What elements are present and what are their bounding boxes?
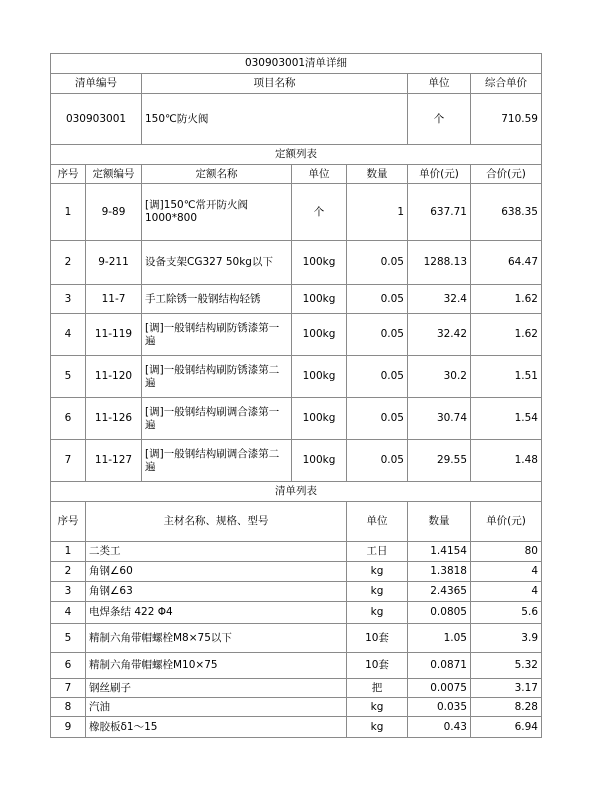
material-no: 5 (51, 624, 86, 653)
material-unit: 把 (347, 679, 408, 698)
item-name: 150℃防火阀 (142, 94, 408, 145)
quota-total: 1.48 (471, 440, 542, 482)
quota-unit: 100kg (292, 285, 347, 314)
col-header-price: 综合单价 (471, 74, 542, 94)
material-name: 精制六角带帽螺栓M8×75以下 (86, 624, 347, 653)
quota-row (51, 285, 542, 314)
quota-section-title: 定额列表 (51, 145, 542, 165)
quota-unit: 100kg (292, 440, 347, 482)
material-row (51, 582, 542, 602)
quota-price: 29.55 (408, 440, 471, 482)
quota-name: 设备支架CG327 50kg以下 (142, 241, 292, 285)
material-price: 8.28 (471, 698, 542, 717)
quota-total: 638.35 (471, 184, 542, 241)
quota-price: 1288.13 (408, 241, 471, 285)
material-price: 5.32 (471, 653, 542, 679)
quota-unit: 100kg (292, 314, 347, 356)
quota-price: 637.71 (408, 184, 471, 241)
material-unit: kg (347, 717, 408, 738)
quota-code: 9-211 (86, 241, 142, 285)
material-price: 3.9 (471, 624, 542, 653)
material-no: 3 (51, 582, 86, 602)
quota-unit: 100kg (292, 398, 347, 440)
materials-header-price: 单价(元) (471, 502, 542, 542)
material-no: 7 (51, 679, 86, 698)
material-unit: kg (347, 562, 408, 582)
detail-table (50, 144, 542, 738)
material-qty: 2.4365 (408, 582, 471, 602)
quota-unit: 100kg (292, 356, 347, 398)
material-row (51, 679, 542, 698)
col-header-unit: 单位 (408, 74, 471, 94)
material-unit: kg (347, 582, 408, 602)
item-unit: 个 (408, 94, 471, 145)
materials-header-no: 序号 (51, 502, 86, 542)
material-price: 6.94 (471, 717, 542, 738)
material-unit: 10套 (347, 624, 408, 653)
quota-unit: 100kg (292, 241, 347, 285)
quota-total: 1.62 (471, 314, 542, 356)
quota-name: [调]一般钢结构刷防锈漆第二遍 (142, 356, 292, 398)
quota-total: 1.62 (471, 285, 542, 314)
quota-qty: 0.05 (347, 398, 408, 440)
material-price: 80 (471, 542, 542, 562)
quota-total: 1.51 (471, 356, 542, 398)
material-qty: 1.3818 (408, 562, 471, 582)
quota-qty: 0.05 (347, 440, 408, 482)
quota-no: 2 (51, 241, 86, 285)
item-code: 030903001 (51, 94, 142, 145)
material-qty: 0.0805 (408, 602, 471, 624)
material-no: 2 (51, 562, 86, 582)
material-row (51, 698, 542, 717)
quota-no: 6 (51, 398, 86, 440)
material-row (51, 717, 542, 738)
material-no: 8 (51, 698, 86, 717)
material-qty: 0.0075 (408, 679, 471, 698)
page-title: 030903001清单详细 (51, 54, 542, 74)
material-unit: 10套 (347, 653, 408, 679)
material-name: 汽油 (86, 698, 347, 717)
quota-row (51, 314, 542, 356)
quota-header-total: 合价(元) (471, 165, 542, 184)
quota-price: 30.74 (408, 398, 471, 440)
material-no: 1 (51, 542, 86, 562)
quota-price: 32.42 (408, 314, 471, 356)
quota-no: 3 (51, 285, 86, 314)
quota-qty: 0.05 (347, 241, 408, 285)
col-header-name: 项目名称 (142, 74, 408, 94)
quota-price: 32.4 (408, 285, 471, 314)
material-price: 5.6 (471, 602, 542, 624)
material-unit: kg (347, 698, 408, 717)
materials-header-qty: 数量 (408, 502, 471, 542)
materials-section-title: 清单列表 (51, 482, 542, 502)
item-price: 710.59 (471, 94, 542, 145)
quota-no: 4 (51, 314, 86, 356)
materials-header-row (51, 502, 542, 542)
quota-row (51, 241, 542, 285)
quota-code: 9-89 (86, 184, 142, 241)
quota-name: 手工除锈一般钢结构轻锈 (142, 285, 292, 314)
quota-header-no: 序号 (51, 165, 86, 184)
material-no: 4 (51, 602, 86, 624)
material-unit: 工日 (347, 542, 408, 562)
quota-code: 11-119 (86, 314, 142, 356)
quota-code: 11-7 (86, 285, 142, 314)
quota-qty: 0.05 (347, 356, 408, 398)
quota-code: 11-126 (86, 398, 142, 440)
material-qty: 0.0871 (408, 653, 471, 679)
quota-no: 7 (51, 440, 86, 482)
material-name: 钢丝刷子 (86, 679, 347, 698)
materials-header-unit: 单位 (347, 502, 408, 542)
material-price: 3.17 (471, 679, 542, 698)
material-row (51, 542, 542, 562)
quota-header-price: 单价(元) (408, 165, 471, 184)
material-name: 电焊条结 422 Φ4 (86, 602, 347, 624)
material-name: 橡胶板δ1～15 (86, 717, 347, 738)
quota-header-name: 定额名称 (142, 165, 292, 184)
quota-no: 1 (51, 184, 86, 241)
materials-header-name: 主材名称、规格、型号 (86, 502, 347, 542)
quota-qty: 0.05 (347, 285, 408, 314)
quota-header-row (51, 165, 542, 184)
quota-header-qty: 数量 (347, 165, 408, 184)
material-row (51, 602, 542, 624)
material-name: 精制六角带帽螺栓M10×75 (86, 653, 347, 679)
quota-name: [调]一般钢结构刷防锈漆第一遍 (142, 314, 292, 356)
quota-unit: 个 (292, 184, 347, 241)
quota-row (51, 184, 542, 241)
material-name: 角钢∠60 (86, 562, 347, 582)
quota-total: 1.54 (471, 398, 542, 440)
quota-total: 64.47 (471, 241, 542, 285)
material-qty: 0.43 (408, 717, 471, 738)
quota-no: 5 (51, 356, 86, 398)
material-row (51, 562, 542, 582)
quota-row (51, 356, 542, 398)
material-no: 6 (51, 653, 86, 679)
material-name: 角钢∠63 (86, 582, 347, 602)
material-no: 9 (51, 717, 86, 738)
material-qty: 1.4154 (408, 542, 471, 562)
quota-row (51, 398, 542, 440)
quota-qty: 1 (347, 184, 408, 241)
quota-price: 30.2 (408, 356, 471, 398)
quota-header-unit: 单位 (292, 165, 347, 184)
quota-header-code: 定额编号 (86, 165, 142, 184)
quota-code: 11-120 (86, 356, 142, 398)
quota-code: 11-127 (86, 440, 142, 482)
quota-name: [调]一般钢结构刷调合漆第二遍 (142, 440, 292, 482)
quota-qty: 0.05 (347, 314, 408, 356)
quota-name: [调]一般钢结构刷调合漆第一遍 (142, 398, 292, 440)
bill-header-table (50, 53, 542, 145)
material-price: 4 (471, 562, 542, 582)
material-unit: kg (347, 602, 408, 624)
quota-row (51, 440, 542, 482)
material-name: 二类工 (86, 542, 347, 562)
material-row (51, 624, 542, 653)
material-price: 4 (471, 582, 542, 602)
material-qty: 0.035 (408, 698, 471, 717)
material-row (51, 653, 542, 679)
col-header-code: 清单编号 (51, 74, 142, 94)
quota-name: [调]150℃常开防火阀1000*800 (142, 184, 292, 241)
material-qty: 1.05 (408, 624, 471, 653)
